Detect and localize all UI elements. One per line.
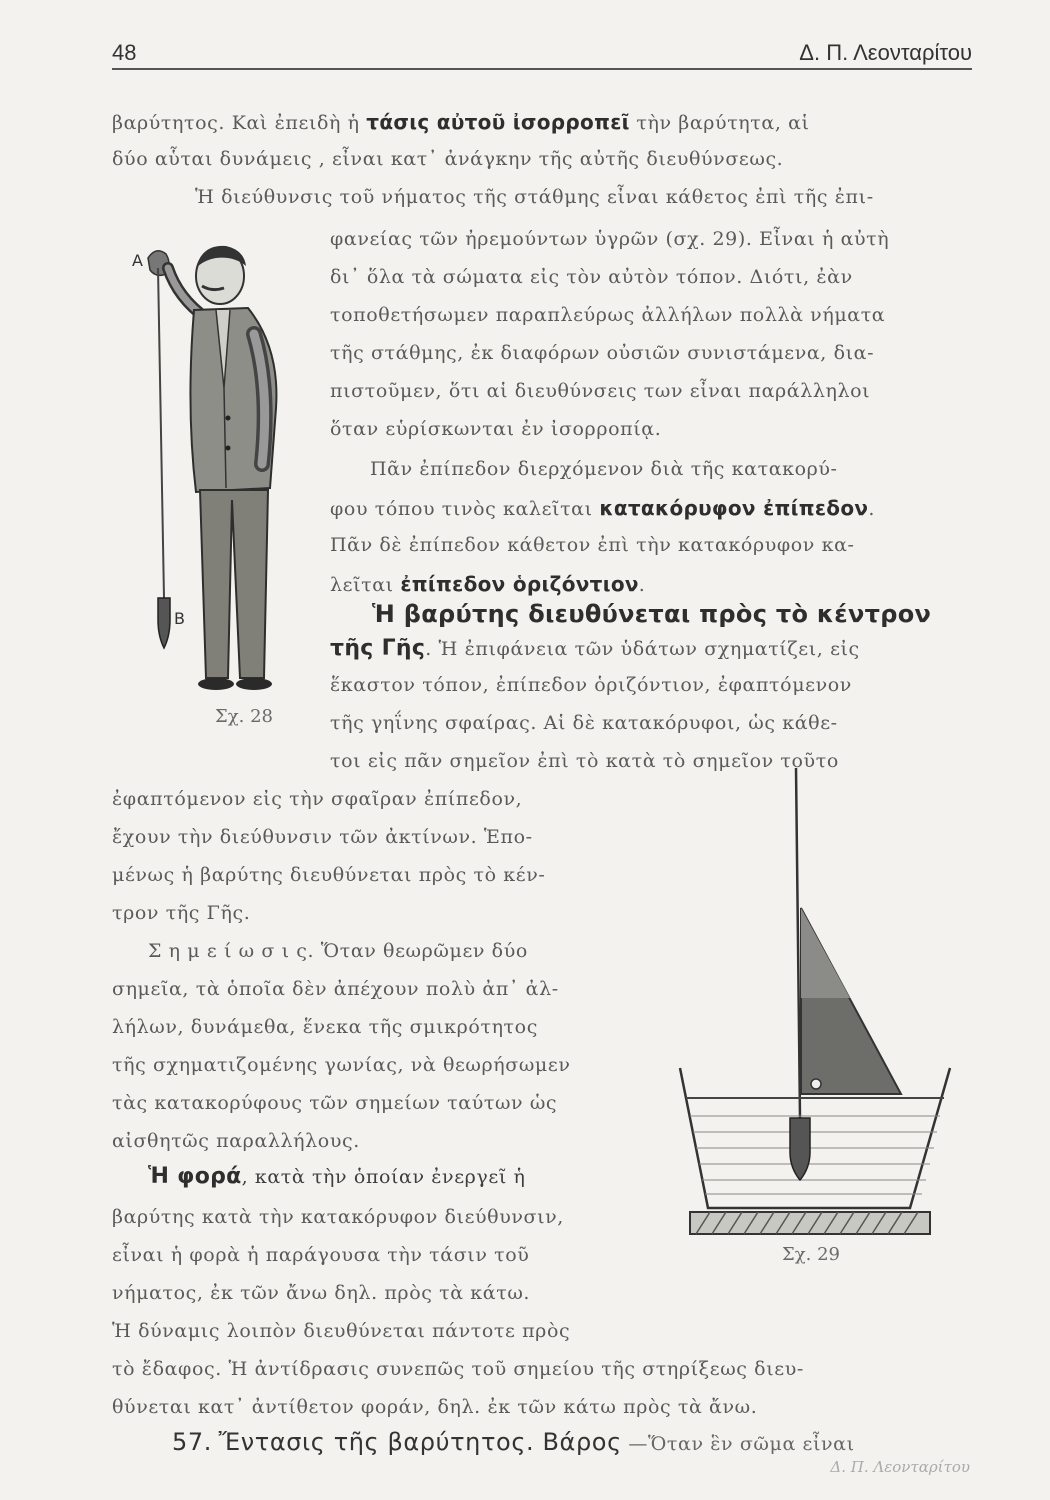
- section-heading: 57. Ἔντασις τῆς βαρύτητος. Βάρος —Ὅταν ἓν σῶμα εἶναι: [172, 1428, 855, 1456]
- running-title: Δ. Π. Λεονταρίτου: [799, 40, 972, 65]
- text-line: Πᾶν δὲ ἐπίπεδον κάθετον ἐπὶ τὴν κατακόρυφον κα-: [330, 534, 855, 556]
- text-line: φανείας τῶν ἠρεμούντων ὑγρῶν (σχ. 29). Εἶναι ἡ αὐτὴ: [330, 228, 890, 250]
- page-number: 48: [112, 40, 137, 65]
- text-line: Σ η μ ε ί ω σ ι ς. Ὅταν θεωρῶμεν δύο: [148, 940, 528, 962]
- text-line: δύο αὗται δυνάμεις , εἶναι κατ᾽ ἀνάγκην τῆς αὐτῆς διευθύνσεως.: [112, 148, 784, 170]
- text-line: τῆς στάθμης, ἐκ διαφόρων οὐσιῶν συνιστάμενα, δια-: [330, 342, 875, 364]
- text-line: θύνεται κατ᾽ ἀντίθετον φοράν, δηλ. ἐκ τῶν κάτω πρὸς τὰ ἄνω.: [112, 1396, 758, 1418]
- text-line: σημεῖα, τὰ ὁποῖα δὲν ἀπέχουν πολὺ ἀπ᾽ ἀλ-: [112, 978, 559, 1000]
- text-line: νήματος, ἐκ τῶν ἄνω δηλ. πρὸς τὰ κάτω.: [112, 1282, 531, 1304]
- text-line: μένως ἡ βαρύτης διευθύνεται πρὸς τὸ κέν-: [112, 864, 546, 886]
- text-line: δι᾽ ὅλα τὰ σώματα εἰς τὸν αὐτὸν τόπον. Διότι, ἐὰν: [330, 266, 853, 288]
- label-b: Β: [174, 609, 185, 628]
- text-line: τῆς Γῆς. Ἡ ἐπιφάνεια τῶν ὑδάτων σχηματίζει, εἰς: [330, 636, 860, 661]
- text-line: αἰσθητῶς παραλλήλους.: [112, 1130, 360, 1152]
- text-line: τὸ ἔδαφος. Ἡ ἀντίδρασις συνεπῶς τοῦ σημείου τῆς στηρίξεως διευ-: [112, 1358, 804, 1380]
- text-line: τοι εἰς πᾶν σημεῖον ἐπὶ τὸ κατὰ τὸ σημεῖον τοῦτο: [330, 750, 839, 772]
- text-line: Ἡ δύναμις λοιπὸν διευθύνεται πάντοτε πρὸς: [112, 1320, 571, 1342]
- label-a: Α: [132, 251, 143, 270]
- text-line: ἐφαπτόμενον εἰς τὴν σφαῖραν ἐπίπεδον,: [112, 788, 523, 810]
- figure-28-plumb-line: [130, 238, 330, 698]
- text-line: τὰς κατακορύφους τῶν σημείων ταύτων ὡς: [112, 1092, 558, 1114]
- text-line: εἶναι ἡ φορὰ ἡ παράγουσα τὴν τάσιν τοῦ: [112, 1244, 530, 1266]
- text-line: ἕκαστον τόπον, ἐπίπεδον ὁριζόντιον, ἐφαπτόμενον: [330, 674, 852, 696]
- text-line: ὅταν εὑρίσκωνται ἐν ἰσορροπίᾳ.: [330, 418, 662, 440]
- text-line: λεῖται ἐπίπεδον ὁριζόντιον.: [330, 572, 646, 596]
- text-line: Ἡ διεύθυνσις τοῦ νήματος τῆς στάθμης εἶναι κάθετος ἐπὶ τῆς ἐπι-: [195, 186, 874, 208]
- figure-29-caption: Σχ. 29: [782, 1244, 840, 1265]
- text-line: τοποθετήσωμεν παραπλεύρως ἀλλήλων πολλὰ νήματα: [330, 304, 886, 326]
- text-line: λήλων, δυνάμεθα, ἕνεκα τῆς σμικρότητος: [112, 1016, 538, 1038]
- text-line: πιστοῦμεν, ὅτι αἱ διευθύνσεις των εἶναι παράλληλοι: [330, 380, 871, 402]
- text-line: βαρύτητος. Καὶ ἐπειδὴ ἡ τάσις αὐτοῦ ἰσορροπεῖ τὴν βαρύτητα, αἱ: [112, 110, 810, 134]
- footer-watermark: Δ. Π. Λεονταρίτου: [830, 1458, 970, 1476]
- text-line: φου τόπου τινὸς καλεῖται κατακόρυφον ἐπίπεδον.: [330, 496, 875, 520]
- text-line: βαρύτης κατὰ τὴν κατακόρυφον διεύθυνσιν,: [112, 1206, 564, 1228]
- text-line: τῆς σχηματιζομένης γωνίας, νὰ θεωρήσωμεν: [112, 1054, 571, 1076]
- text-line: Πᾶν ἐπίπεδον διερχόμενον διὰ τῆς κατακορύ-: [370, 458, 838, 480]
- figure-29-basin-plumb: [660, 768, 960, 1248]
- text-line: τῆς γηΐνης σφαίρας. Αἱ δὲ κατακόρυφοι, ὡς κάθε-: [330, 712, 838, 734]
- text-line: Ἡ φορά, κατὰ τὴν ὁποίαν ἐνεργεῖ ἡ: [148, 1164, 526, 1189]
- text-line: τρον τῆς Γῆς.: [112, 902, 251, 924]
- header-rule: [112, 68, 972, 70]
- text-line: Ἡ βαρύτης διευθύνεται πρὸς τὸ κέντρον: [372, 600, 932, 628]
- text-line: ἔχουν τὴν διεύθυνσιν τῶν ἀκτίνων. Ἑπο-: [112, 826, 533, 848]
- figure-28-caption: Σχ. 28: [215, 706, 273, 727]
